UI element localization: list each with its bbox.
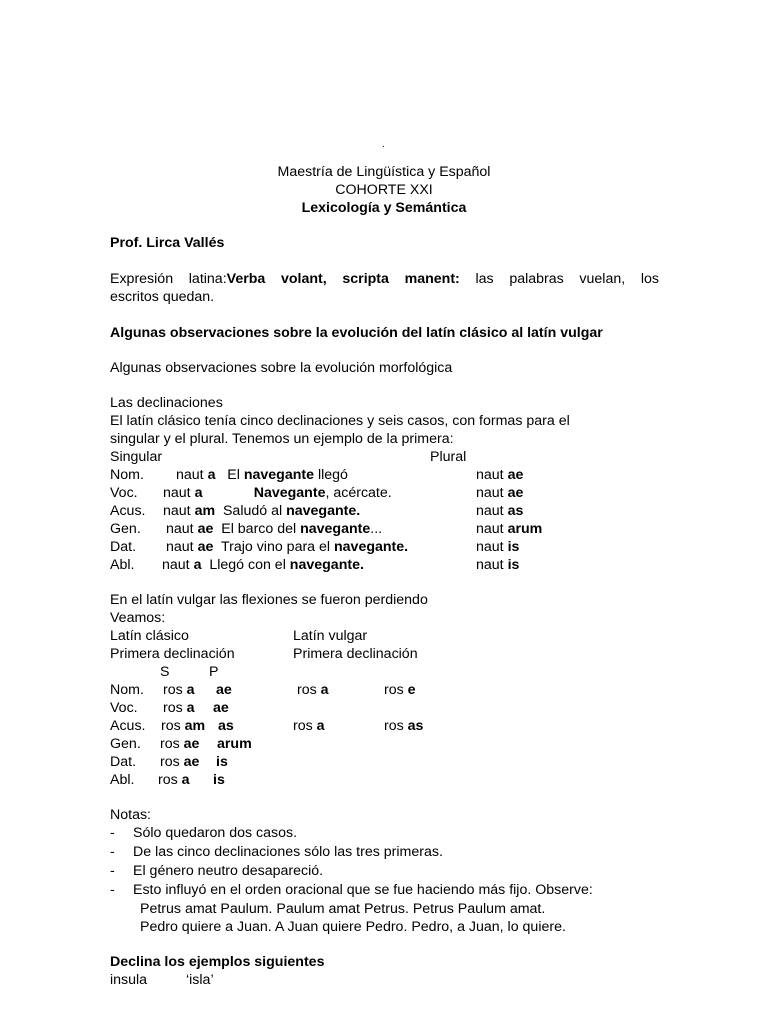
nota-item [110, 862, 323, 880]
decl-example-word: navegante. [334, 539, 409, 555]
decl-plural [476, 556, 519, 574]
cmp-vulgar-plural-ending: e [407, 682, 416, 698]
nota-dash: - [110, 863, 115, 879]
decl-stem: naut [163, 485, 195, 501]
expresion-translation: las palabras vuelan, los [459, 271, 659, 287]
decl-stem: naut [176, 467, 208, 483]
cmp-vulgar-stem: ros [293, 718, 317, 734]
cmp-stem: ros [158, 772, 182, 788]
cmp-vulgar-plural-stem: ros [384, 718, 408, 734]
decl-singular [162, 556, 364, 574]
declinaciones-intro-2: singular y el plural. Tenemos un ejemplo de la primera: [110, 431, 454, 447]
decl-example-word: navegante. [286, 503, 361, 519]
decl-example-pre: Trajo vino para el [213, 539, 334, 555]
cmp-vulgar-stem: ros [297, 682, 321, 698]
cmp-plural-ending: as [218, 718, 234, 734]
decl-ending: a [193, 557, 202, 573]
plural-short-label: P [209, 664, 219, 680]
cmp-case: Dat. [110, 754, 137, 770]
cmp-singular-ending: a [186, 682, 195, 698]
cmp-case: Abl. [110, 772, 135, 788]
decl-plural-ending: ae [507, 485, 524, 501]
nota-item [110, 843, 443, 861]
expresion-latin: Verba volant, scripta manent: [226, 271, 460, 287]
cmp-classical-singular [160, 753, 199, 771]
cmp-singular-ending: a [181, 772, 190, 788]
decl-case: Abl. [110, 557, 135, 573]
nota-dash: - [110, 882, 115, 898]
decl-ending: ae [197, 521, 214, 537]
vulgar-veamos: Veamos: [110, 610, 166, 626]
cmp-stem: ros [160, 736, 184, 752]
decl-example-pre: Saludó al [215, 503, 287, 519]
cmp-singular-ending: ae [183, 754, 200, 770]
decl-plural-stem: naut [476, 539, 508, 555]
cmp-case: Nom. [110, 682, 144, 698]
exercise-gloss: ‘isla’ [186, 972, 214, 988]
section-heading: Algunas observaciones sobre la evolución del latín clásico al latín vulgar [110, 325, 603, 341]
decl-example-post: llegó [314, 467, 348, 483]
decl-plural-ending: as [507, 503, 524, 519]
cmp-plural-ending: arum [217, 736, 252, 752]
cmp-vulgar-plural-ending: as [407, 718, 424, 734]
cmp-classical-singular [161, 717, 205, 735]
nota-item [110, 881, 593, 899]
expresion-line1 [110, 270, 659, 288]
decl-example-pre: El barco del [213, 521, 301, 537]
cmp-vulgar-singular [293, 717, 325, 735]
vulgar-intro: En el latín vulgar las flexiones se fueron perdiendo [110, 592, 428, 608]
decl-example-word: navegante [243, 467, 315, 483]
subheading: Algunas observaciones sobre la evolución morfológica [110, 360, 453, 376]
decl-stem: naut [163, 503, 195, 519]
decl-example-pre [202, 485, 253, 501]
decl-plural [476, 484, 523, 502]
cmp-stem: ros [163, 682, 187, 698]
expresion-prefix: Expresión latina: [110, 271, 227, 287]
exercise-word: insula [110, 972, 148, 988]
nota-item [110, 824, 297, 842]
nota-dash: - [110, 825, 115, 841]
cmp-case: Voc. [110, 700, 138, 716]
cmp-vulgar-ending: a [316, 718, 325, 734]
decl-ending: am [194, 503, 216, 519]
cmp-singular-ending: a [186, 700, 195, 716]
cmp-classical-singular [158, 771, 190, 789]
decl-plural [476, 502, 523, 520]
decl-case: Acus. [110, 503, 146, 519]
nota-text: Esto influyó en el orden oracional que se fue haciendo más fijo. Observe: [133, 882, 593, 898]
decl-case: Dat. [110, 539, 137, 555]
cmp-singular-ending: ae [183, 736, 200, 752]
header-dot: . [382, 139, 385, 150]
cmp-plural-ending: is [216, 754, 228, 770]
cmp-singular-ending: am [184, 718, 206, 734]
decl-case: Nom. [110, 467, 144, 483]
nota-dash: - [110, 844, 115, 860]
notas-title: Notas: [110, 807, 152, 823]
decl-example-word: Navegante [253, 485, 326, 501]
decl-singular [163, 484, 392, 502]
declinaciones-title: Las declinaciones [110, 395, 223, 411]
cmp-classical-singular [163, 699, 195, 717]
cmp-vulgar-plural-stem: ros [384, 682, 408, 698]
cmp-vulgar-plural [384, 681, 416, 699]
decl-stem: naut [166, 539, 198, 555]
professor-name: Prof. Lirca Vallés [110, 235, 225, 251]
decl-plural [476, 466, 523, 484]
decl-ending: a [194, 485, 203, 501]
decl-plural-stem: naut [476, 521, 508, 537]
cmp-stem: ros [163, 700, 187, 716]
decl-plural-ending: is [507, 557, 520, 573]
cmp-case: Acus. [110, 718, 146, 734]
decl-case: Gen. [110, 521, 141, 537]
decl-ending: ae [197, 539, 214, 555]
vulgar-title: Latín vulgar [293, 628, 368, 644]
cmp-case: Gen. [110, 736, 141, 752]
decl-plural-stem: naut [476, 503, 508, 519]
spanish-example: Pedro quiere a Juan. A Juan quiere Pedro. Pedro, a Juan, lo quiere. [140, 919, 566, 935]
cmp-vulgar-plural [384, 717, 423, 735]
decl-case: Voc. [110, 485, 138, 501]
decl-singular [176, 466, 348, 484]
decl-plural-stem: naut [476, 557, 508, 573]
cmp-vulgar-singular [297, 681, 329, 699]
classical-title: Latín clásico [110, 628, 189, 644]
decl-plural-stem: naut [476, 485, 508, 501]
decl-plural-stem: naut [476, 467, 508, 483]
cmp-vulgar-ending: a [320, 682, 329, 698]
nota-text: Sólo quedaron dos casos. [133, 825, 298, 841]
decl-plural [476, 520, 542, 538]
decl-example-pre: Llegó con el [201, 557, 290, 573]
singular-short-label: S [160, 664, 170, 680]
decl-singular [163, 502, 360, 520]
decl-example-post: , acércate. [325, 485, 392, 501]
header-course: Lexicología y Semántica [301, 200, 467, 216]
cmp-classical-singular [163, 681, 195, 699]
decl-singular [166, 520, 382, 538]
decl-plural-ending: arum [507, 521, 543, 537]
decl-example-post: ... [370, 521, 383, 537]
decl-singular [166, 538, 408, 556]
decl-example-word: navegante [300, 521, 371, 537]
decl-ending: a [207, 467, 216, 483]
cmp-plural-ending: is [213, 772, 225, 788]
decl-example-pre: El [215, 467, 244, 483]
classical-subtitle: Primera declinación [110, 646, 235, 662]
cmp-stem: ros [160, 754, 184, 770]
nota-text: El género neutro desapareció. [133, 863, 324, 879]
header-program: Maestría de Lingüística y Español [277, 164, 491, 180]
decl-stem: naut [166, 521, 198, 537]
cmp-classical-singular [160, 735, 199, 753]
decl-plural-ending: ae [507, 467, 524, 483]
decl-plural-ending: is [507, 539, 520, 555]
exercise-title: Declina los ejemplos siguientes [110, 954, 325, 970]
decl-example-word: navegante. [289, 557, 364, 573]
cmp-plural-ending: ae [213, 700, 229, 716]
vulgar-subtitle: Primera declinación [293, 646, 418, 662]
decl-stem: naut [162, 557, 194, 573]
cmp-stem: ros [161, 718, 185, 734]
cmp-plural-ending: ae [216, 682, 232, 698]
singular-label: Singular [110, 449, 163, 465]
declinaciones-intro-1: El latín clásico tenía cinco declinaciones y seis casos, con formas para el [110, 413, 570, 429]
expresion-line2: escritos quedan. [110, 289, 215, 305]
header-cohort: COHORTE XXI [335, 182, 433, 198]
latin-example: Petrus amat Paulum. Paulum amat Petrus. Petrus Paulum amat. [140, 901, 546, 917]
plural-label: Plural [430, 449, 467, 465]
decl-plural [476, 538, 519, 556]
nota-text: De las cinco declinaciones sólo las tres primeras. [133, 844, 443, 860]
